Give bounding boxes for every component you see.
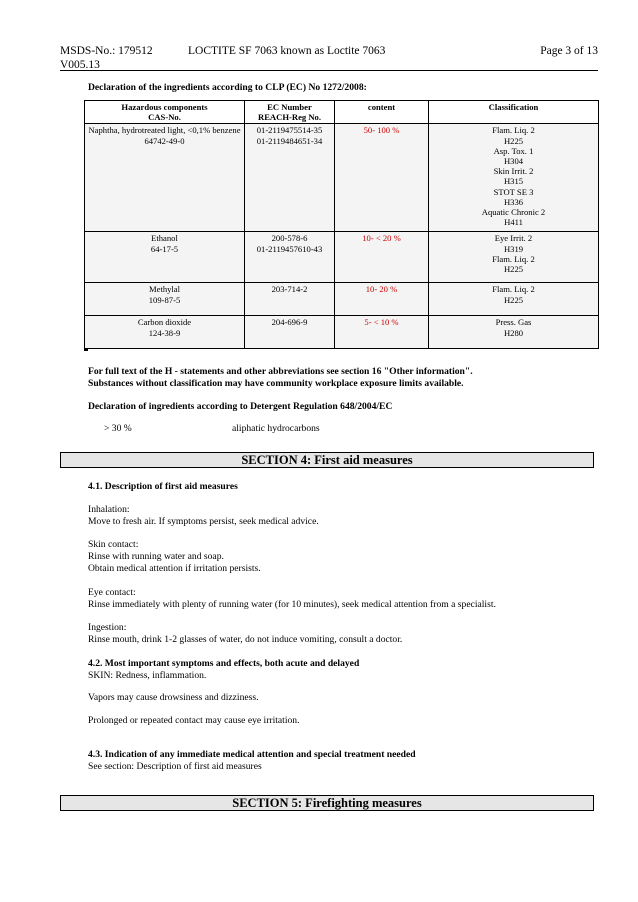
symptoms-vapors: Vapors may cause drowsiness and dizziness. — [88, 692, 259, 703]
table-row — [85, 124, 599, 232]
symptoms-skin: SKIN: Redness, inflammation. — [88, 670, 207, 681]
detergent-substance: aliphatic hydrocarbons — [232, 423, 320, 434]
ec-cell: 204-696-9 — [245, 316, 335, 349]
component-cell: Methylal 109-87-5 — [85, 283, 245, 316]
classification-cell: Press. Gas H280 — [429, 316, 599, 349]
table-header-row — [85, 101, 599, 124]
classification-cell: Eye Irrit. 2 H319 Flam. Liq. 2 H225 — [429, 232, 599, 283]
ingestion-text: Rinse mouth, drink 1-2 glasses of water, do not induce vomiting, consult a doctor. — [88, 634, 403, 645]
section-4-title: SECTION 4: First aid measures — [60, 452, 594, 468]
section-5-title: SECTION 5: Firefighting measures — [60, 795, 594, 811]
header-classification: Classification — [429, 101, 599, 124]
subsection-4-2: 4.2. Most important symptoms and effects, both acute and delayed — [88, 658, 360, 669]
ec-cell: 01-2119475514-35 01-2119484651-34 — [245, 124, 335, 232]
table-row — [85, 283, 599, 316]
ingestion-label: Ingestion: — [88, 622, 127, 633]
content-cell: 50- 100 % — [335, 124, 429, 232]
notes-line-1: For full text of the H - statements and other abbreviations see section 16 "Other information". — [88, 366, 473, 377]
ec-cell: 203-714-2 — [245, 283, 335, 316]
subsection-4-3: 4.3. Indication of any immediate medical attention and special treatment needed — [88, 749, 416, 760]
notes-line-2: Substances without classification may have community workplace exposure limits available. — [88, 378, 464, 389]
component-cell: Carbon dioxide 124-38-9 — [85, 316, 245, 349]
skin-contact-text-2: Obtain medical attention if irritation persists. — [88, 563, 261, 574]
header-ec: EC Number REACH-Reg No. — [245, 101, 335, 124]
inhalation-text: Move to fresh air. If symptoms persist, seek medical advice. — [88, 516, 319, 527]
classification-cell: Flam. Liq. 2 H225 — [429, 283, 599, 316]
header-components: Hazardous components CAS-No. — [85, 101, 245, 124]
component-cell: Ethanol 64-17-5 — [85, 232, 245, 283]
content-cell: 10- 20 % — [335, 283, 429, 316]
inhalation-label: Inhalation: — [88, 504, 130, 515]
header-rule — [60, 70, 598, 71]
treatment-text: See section: Description of first aid measures — [88, 761, 262, 772]
subsection-4-1: 4.1. Description of first aid measures — [88, 481, 238, 492]
classification-cell: Flam. Liq. 2 H225 Asp. Tox. 1 H304 Skin Irrit. 2 H315 STOT SE 3 H336 Aquatic Chronic 2 H411 — [429, 124, 599, 232]
symptoms-eye: Prolonged or repeated contact may cause eye irritation. — [88, 715, 300, 726]
ingredients-table — [84, 100, 599, 349]
eye-contact-label: Eye contact: — [88, 587, 136, 598]
skin-contact-label: Skin contact: — [88, 539, 139, 550]
ec-cell: 200-578-6 01-2119457610-43 — [245, 232, 335, 283]
component-cell: Naphtha, hydrotreated light, <0,1% benzene 64742-49-0 — [85, 124, 245, 232]
content-cell: 5- < 10 % — [335, 316, 429, 349]
clp-heading: Declaration of the ingredients according to CLP (EC) No 1272/2008: — [88, 82, 367, 93]
table-row — [85, 316, 599, 349]
product-name: LOCTITE SF 7063 known as Loctite 7063 — [188, 45, 386, 57]
detergent-heading: Declaration of ingredients according to Detergent Regulation 648/2004/EC — [88, 401, 393, 412]
eye-contact-text: Rinse immediately with plenty of running water (for 10 minutes), seek medical attention from a specialist. — [88, 599, 496, 610]
content-cell: 10- < 20 % — [335, 232, 429, 283]
header-content: content — [335, 101, 429, 124]
msds-number: MSDS-No.: 179512 — [60, 45, 153, 57]
detergent-percent: > 30 % — [104, 423, 132, 434]
table-row — [85, 232, 599, 283]
skin-contact-text-1: Rinse with running water and soap. — [88, 551, 224, 562]
version: V005.13 — [60, 59, 100, 71]
page-number: Page 3 of 13 — [540, 45, 598, 57]
